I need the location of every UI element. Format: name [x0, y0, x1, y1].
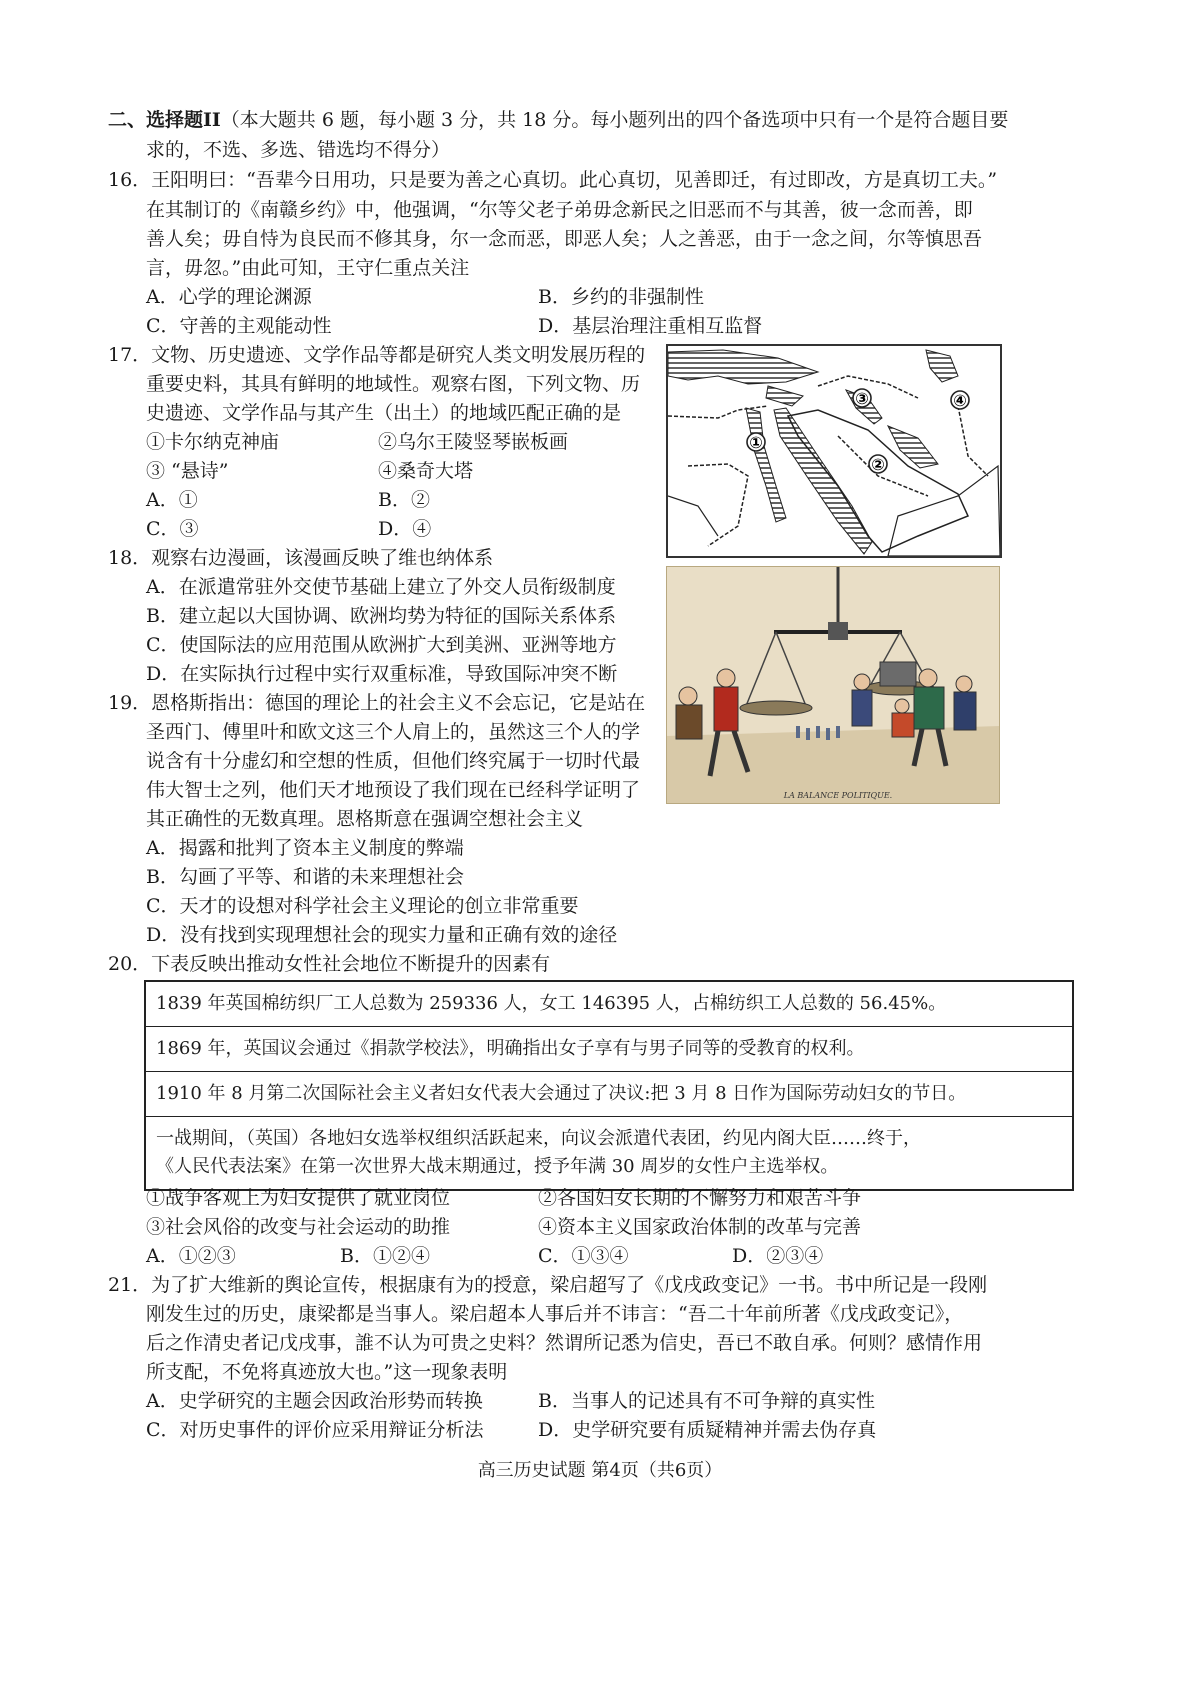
q20-item-2: ②各国妇女长期的不懈努力和艰苦斗争 [538, 1187, 862, 1209]
q18-option-d: D．在实际执行过程中实行双重标准，导致国际冲突不断 [146, 663, 618, 685]
cartoon-caption: LA BALANCE POLITIQUE. [783, 791, 893, 800]
q21-line-3: 后之作清史者记戊戌事，誰不认为可贵之史料？然谓所记悉为信史，吾已不敢自承。何则？感情作用 [146, 1332, 983, 1354]
q20-option-a: A．①②③ [146, 1245, 236, 1267]
map-label-4: ④ [953, 391, 967, 410]
page-footer: 高三历史试题 第4页（共6页） [477, 1460, 723, 1481]
q16-option-a: A．心学的理论渊源 [146, 286, 312, 308]
section-title-line2: 求的，不选、多选、错选均不得分） [146, 139, 451, 161]
table-row [146, 1117, 1072, 1189]
q16-line-3: 善人矣；毋自恃为良民而不修其身，尔一念而恶，即恶人矣；人之善恶，由于一念之间，尔等慎思吾 [146, 228, 983, 250]
map-label-3: ③ [855, 389, 869, 408]
map-label-2: ② [871, 455, 885, 474]
q19-option-a: A．揭露和批判了资本主义制度的弊端 [146, 837, 464, 859]
q19-line-2: 圣西门、傅里叶和欧文这三个人肩上的，虽然这三个人的学 [146, 721, 641, 743]
q20-item-4: ④资本主义国家政治体制的改革与完善 [538, 1216, 862, 1238]
cartoon-drawing [666, 566, 1000, 804]
q18-option-c: C．使国际法的应用范围从欧洲扩大到美洲、亚洲等地方 [146, 634, 617, 656]
q16-option-d: D．基层治理注重相互监督 [538, 315, 763, 337]
q18-stem: 18．观察右边漫画，该漫画反映了维也纳体系 [108, 547, 494, 569]
q19-line-5: 其正确性的无数真理。恩格斯意在强调空想社会主义 [146, 808, 584, 830]
q21-line-2: 刚发生过的历史，康梁都是当事人。梁启超本人事后并不讳言：“吾二十年前所著《戊戌政变记》， [146, 1303, 964, 1325]
q20-item-3: ③社会风俗的改变与社会运动的助推 [146, 1216, 451, 1238]
q19-option-b: B．勾画了平等、和谐的未来理想社会 [146, 866, 464, 888]
q20-option-d: D．②③④ [732, 1245, 824, 1267]
q20-stem: 20．下表反映出推动女性社会地位不断提升的因素有 [108, 953, 551, 975]
q16-option-c: C．守善的主观能动性 [146, 315, 332, 337]
q19-line-4: 伟大智士之列，他们天才地预设了我们现在已经科学证明了 [146, 779, 641, 801]
q18-option-b: B．建立起以大国协调、欧洲均势为特征的国际关系体系 [146, 605, 616, 627]
section-title-bold: 二、选择题II [108, 109, 221, 131]
q18-option-a: A．在派遣常驻外交使节基础上建立了外交人员衔级制度 [146, 576, 616, 598]
q17-item-3: ③ “悬诗” [146, 460, 229, 482]
q17-item-1: ①卡尔纳克神庙 [146, 431, 280, 453]
q20-item-1: ①战争客观上为妇女提供了就业岗位 [146, 1187, 451, 1209]
q17-option-d: D．④ [378, 518, 432, 540]
q16-line-4: 言，毋忽。”由此可知，王守仁重点关注 [146, 257, 470, 279]
q17-line-1: 17．文物、历史遗迹、文学作品等都是研究人类文明发展历程的 [108, 344, 646, 366]
q20-option-b: B．①②④ [340, 1245, 430, 1267]
q20-option-c: C．①③④ [538, 1245, 629, 1267]
q21-line-4: 所支配，不免将真迹放大也。”这一现象表明 [146, 1361, 508, 1383]
q19-line-3: 说含有十分虚幻和空想的性质，但他们终究属于一切时代最 [146, 750, 641, 772]
q17-option-c: C．③ [146, 518, 199, 540]
q21-option-d: D．史学研究要有质疑精神并需去伪存真 [538, 1419, 877, 1441]
map-label-1: ① [749, 433, 763, 452]
section-title [108, 108, 1008, 132]
q17-line-2: 重要史料，其具有鲜明的地域性。观察右图，下列文物、历 [146, 373, 641, 395]
q19-option-c: C．天才的设想对科学社会主义理论的创立非常重要 [146, 895, 579, 917]
q17-item-4: ④桑奇大塔 [378, 460, 474, 482]
q19-option-d: D．没有找到实现理想社会的现实力量和正确有效的途径 [146, 924, 618, 946]
q17-item-2: ②乌尔王陵竖琴嵌板画 [378, 431, 569, 453]
map-figure [666, 344, 1002, 558]
cartoon-figure [666, 566, 1000, 804]
q21-option-a: A．史学研究的主题会因政治形势而转换 [146, 1390, 483, 1412]
section-title-rest: （本大题共 6 题，每小题 3 分，共 18 分。每小题列出的四个备选项中只有一个是符合题目要 [220, 109, 1009, 131]
map-drawing [668, 346, 1000, 556]
q21-option-c: C．对历史事件的评价应采用辩证分析法 [146, 1419, 484, 1441]
table-row-line: 《人民代表法案》在第一次世界大战末期通过，授予年满 30 周岁的女性户主选举权。 [156, 1156, 839, 1177]
table-row: 1910 年 8 月第二次国际社会主义者妇女代表大会通过了决议:把 3 月 8 日作为国际劳动妇女的节日。 [146, 1072, 1072, 1117]
q21-line-1: 21．为了扩大维新的舆论宣传，根据康有为的授意，梁启超写了《戊戌政变记》一书。书中所记是一段刚 [108, 1274, 988, 1296]
table-row: 1869 年，英国议会通过《捐款学校法》，明确指出女子享有与男子同等的受教育的权利。 [146, 1027, 1072, 1072]
q19-line-1: 19．恩格斯指出：德国的理论上的社会主义不会忘记，它是站在 [108, 692, 646, 714]
q17-option-b: B．② [378, 489, 430, 511]
q16-line-1: 16．王阳明曰：“吾辈今日用功，只是要为善之心真切。此心真切，见善即迁，有过即改，方是真切工夫。” [108, 169, 998, 191]
q21-option-b: B．当事人的记述具有不可争辩的真实性 [538, 1390, 875, 1412]
table-row: 1839 年英国棉纺织厂工人总数为 259336 人，女工 146395 人，占棉纺织工人总数的 56.45%。 [146, 982, 1072, 1027]
table-row-line: 一战期间，（英国）各地妇女选举权组织活跃起来，向议会派遣代表团，约见内阁大臣……终于， [156, 1128, 921, 1149]
q16-line-2: 在其制订的《南赣乡约》中，他强调，“尔等父老子弟毋念新民之旧恶而不与其善，彼一念而善，即 [146, 199, 973, 221]
q20-table [144, 980, 1074, 1191]
q17-option-a: A．① [146, 489, 198, 511]
q16-option-b: B．乡约的非强制性 [538, 286, 704, 308]
q17-line-3: 史遗迹、文学作品与其产生（出土）的地域匹配正确的是 [146, 402, 622, 424]
